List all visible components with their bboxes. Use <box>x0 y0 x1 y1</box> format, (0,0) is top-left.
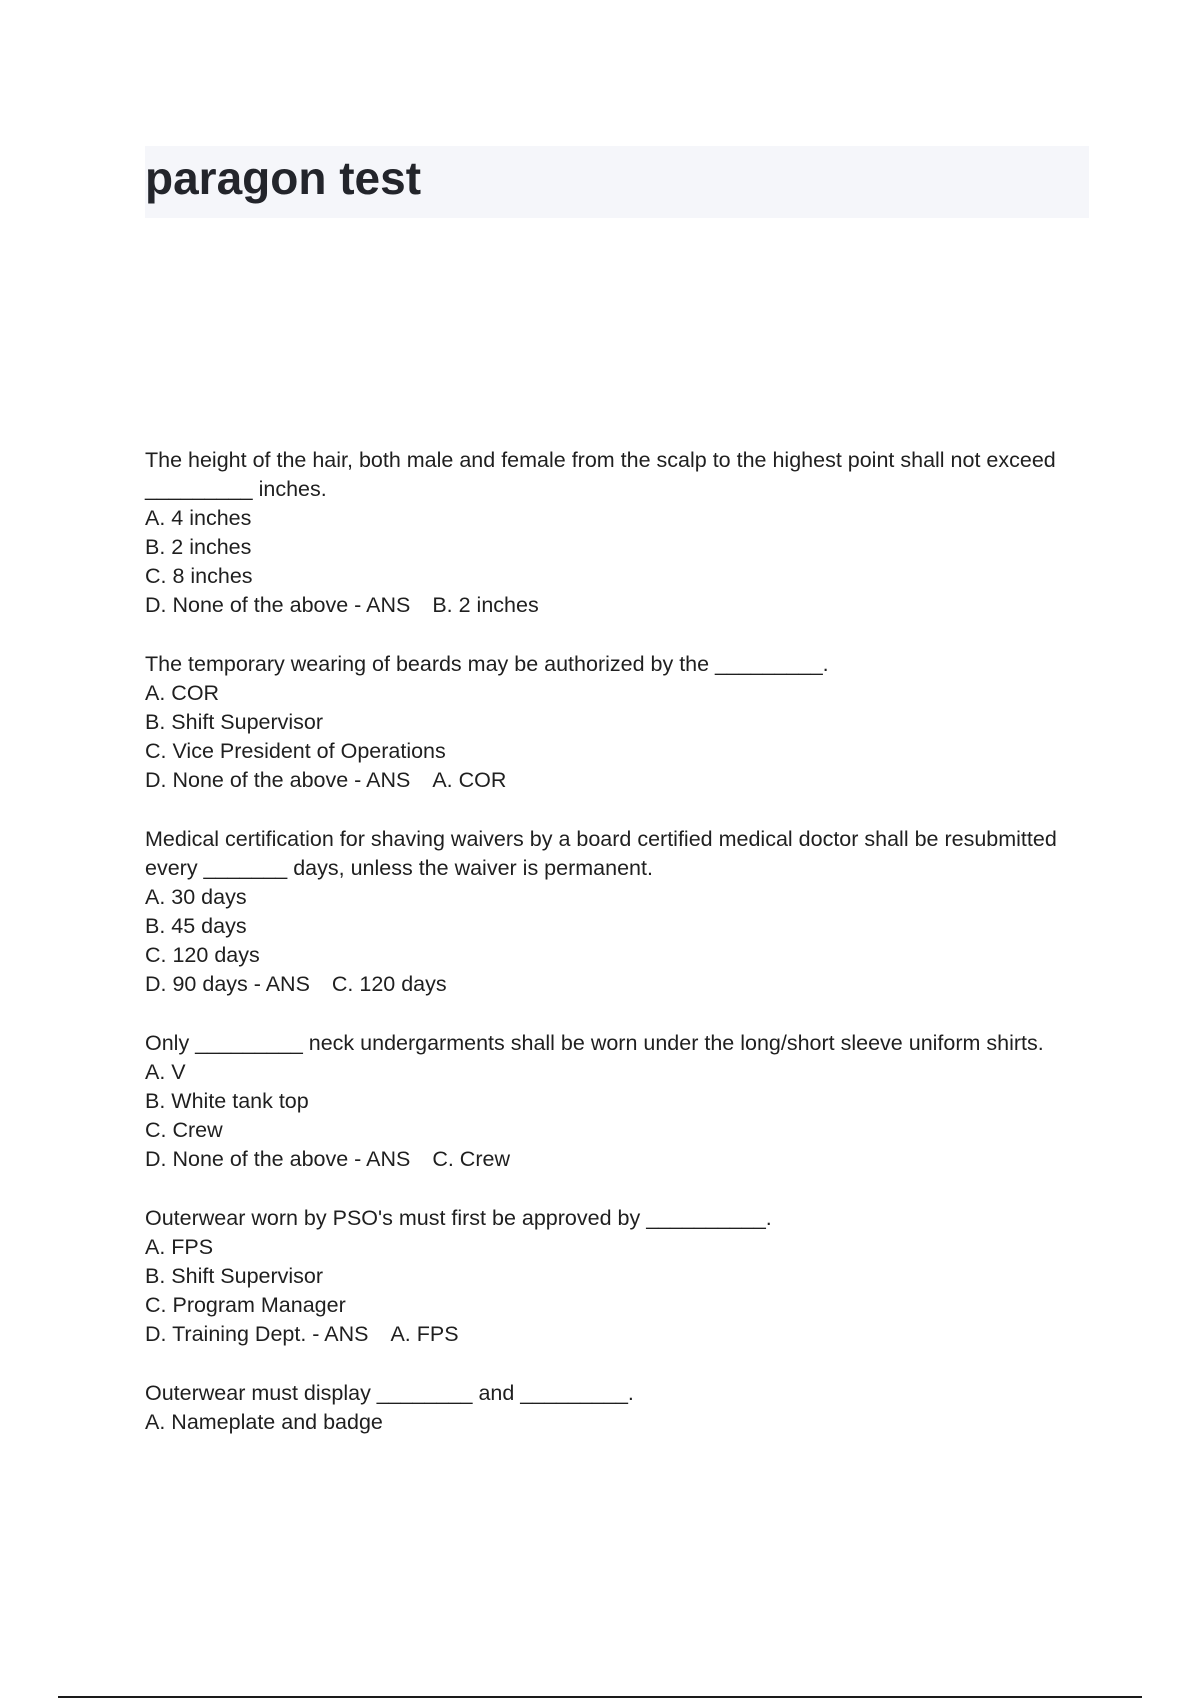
option: A. 30 days <box>145 885 247 909</box>
option: A. COR <box>145 681 220 705</box>
option: B. Shift Supervisor <box>145 710 324 734</box>
question-text: The temporary wearing of beards may be authorized by the _________. <box>145 652 829 676</box>
page-title: paragon test <box>145 152 422 204</box>
question-item <box>145 825 1095 999</box>
option: A. V <box>145 1060 186 1084</box>
option: D. None of the above - ANS <box>145 593 411 617</box>
option: C. Vice President of Operations <box>145 739 446 763</box>
question-item <box>145 1204 1095 1349</box>
option: B. Shift Supervisor <box>145 1264 324 1288</box>
question-text: Medical certification for shaving waivers by a board certified medical doctor shall be resubmitted every _______ days, unless the waiver is permanent. <box>145 827 1057 880</box>
option: D. None of the above - ANS <box>145 768 411 792</box>
answer: A. FPS <box>390 1322 459 1346</box>
option: D. None of the above - ANS <box>145 1147 411 1171</box>
option: A. FPS <box>145 1235 214 1259</box>
option: B. 45 days <box>145 914 247 938</box>
option: D. 90 days - ANS <box>145 972 310 996</box>
question-text: Outerwear must display ________ and _________. <box>145 1381 634 1405</box>
question-item <box>145 1379 1095 1437</box>
option: C. 120 days <box>145 943 260 967</box>
last-option-line <box>145 591 1095 620</box>
option: B. White tank top <box>145 1089 309 1113</box>
footer-divider <box>58 1696 1142 1698</box>
option: A. Nameplate and badge <box>145 1410 383 1434</box>
question-item <box>145 650 1095 795</box>
option: C. Crew <box>145 1118 223 1142</box>
answer: A. COR <box>432 768 507 792</box>
option: D. Training Dept. - ANS <box>145 1322 369 1346</box>
last-option-line <box>145 766 1095 795</box>
last-option-line <box>145 1145 1095 1174</box>
option: C. 8 inches <box>145 564 253 588</box>
answer: B. 2 inches <box>432 593 539 617</box>
question-list <box>145 446 1095 1467</box>
option: A. 4 inches <box>145 506 252 530</box>
title-bar <box>145 146 1089 218</box>
question-item <box>145 1029 1095 1174</box>
option: B. 2 inches <box>145 535 252 559</box>
question-text: The height of the hair, both male and female from the scalp to the highest point shall not exceed _________ inches. <box>145 448 1056 501</box>
question-text: Outerwear worn by PSO's must first be approved by __________. <box>145 1206 772 1230</box>
option: C. Program Manager <box>145 1293 346 1317</box>
last-option-line <box>145 970 1095 999</box>
question-text: Only _________ neck undergarments shall be worn under the long/short sleeve uniform shirts. <box>145 1031 1044 1055</box>
answer: C. 120 days <box>331 972 447 996</box>
last-option-line <box>145 1320 1095 1349</box>
answer: C. Crew <box>432 1147 510 1171</box>
question-item <box>145 446 1095 620</box>
